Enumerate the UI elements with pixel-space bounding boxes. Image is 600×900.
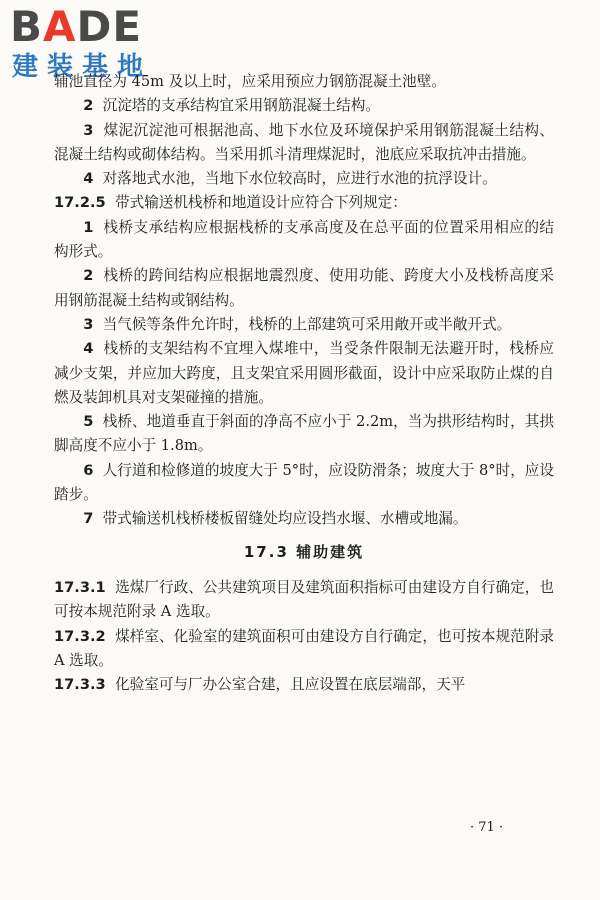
- list-item: 5 栈桥、地道垂直于斜面的净高不应小于 2.2m，当为拱形结构时，其拱脚高度不应小于 1.8m。: [54, 413, 554, 455]
- list-item: 1 栈桥支承结构应根据栈桥的支承高度及在总平面的位置采用相应的结构形式。: [54, 218, 554, 261]
- list-item: 3 当气候等条件允许时，栈桥的上部建筑可采用敞开或半敞开式。: [83, 315, 512, 333]
- paragraph-continuation: 辅池直径为 45m 及以上时，应采用预应力钢筋混凝土池壁。: [54, 73, 446, 90]
- document-page: [54, 70, 554, 697]
- list-item: 3 煤泥沉淀池可根据池高、地下水位及环境保护采用钢筋混凝土结构、混凝土结构或砌体结构。当采用抓斗清理煤泥时，池底应采取抗冲击措施。: [54, 121, 554, 163]
- clause-17-3-3: 17.3.3 化验室可与厂办公室合建，且应设置在底层端部，天平: [54, 676, 466, 694]
- clause-17-3-2: 17.3.2 煤样室、化验室的建筑面积可由建设方自行确定，也可按本规范附录 A 选取。: [54, 627, 554, 669]
- watermark-brand: BADE: [10, 2, 143, 51]
- list-item: 4 对落地式水池，当地下水位较高时，应进行水池的抗浮设计。: [83, 170, 497, 188]
- clause-17-2-5: 17.2.5 带式输送机栈桥和地道设计应符合下列规定：: [54, 194, 407, 212]
- clause-17-3-1: 17.3.1 选煤厂行政、公共建筑项目及建筑面积指标可由建设方自行确定，也可按本规范附录 A 选取。: [54, 578, 554, 621]
- page-number: · 71 ·: [470, 820, 504, 835]
- watermark-subtitle: 建装基地: [12, 52, 153, 82]
- list-item: 2 沉淀塔的支承结构宜采用钢筋混凝土结构。: [83, 97, 380, 115]
- list-item: 7 带式输送机栈桥楼板留缝处均应设挡水堰、水槽或地漏。: [83, 510, 468, 528]
- list-item: 4 栈桥的支架结构不宜埋入煤堆中，当受条件限制无法避开时，栈桥应减少支架，并应加大跨度，且支架宜采用圆形截面，设计中应采取防止煤的自燃及装卸机具对支架碰撞的措施。: [54, 340, 554, 406]
- list-item: 6 人行道和检修道的坡度大于 5°时，应设防滑条；坡度大于 8°时，应设踏步。: [54, 461, 554, 504]
- section-title: 17.3 辅助建筑: [243, 542, 365, 561]
- list-item: 2 栈桥的跨间结构应根据地震烈度、使用功能、跨度大小及栈桥高度采用钢筋混凝土结构或钢结构。: [54, 267, 554, 309]
